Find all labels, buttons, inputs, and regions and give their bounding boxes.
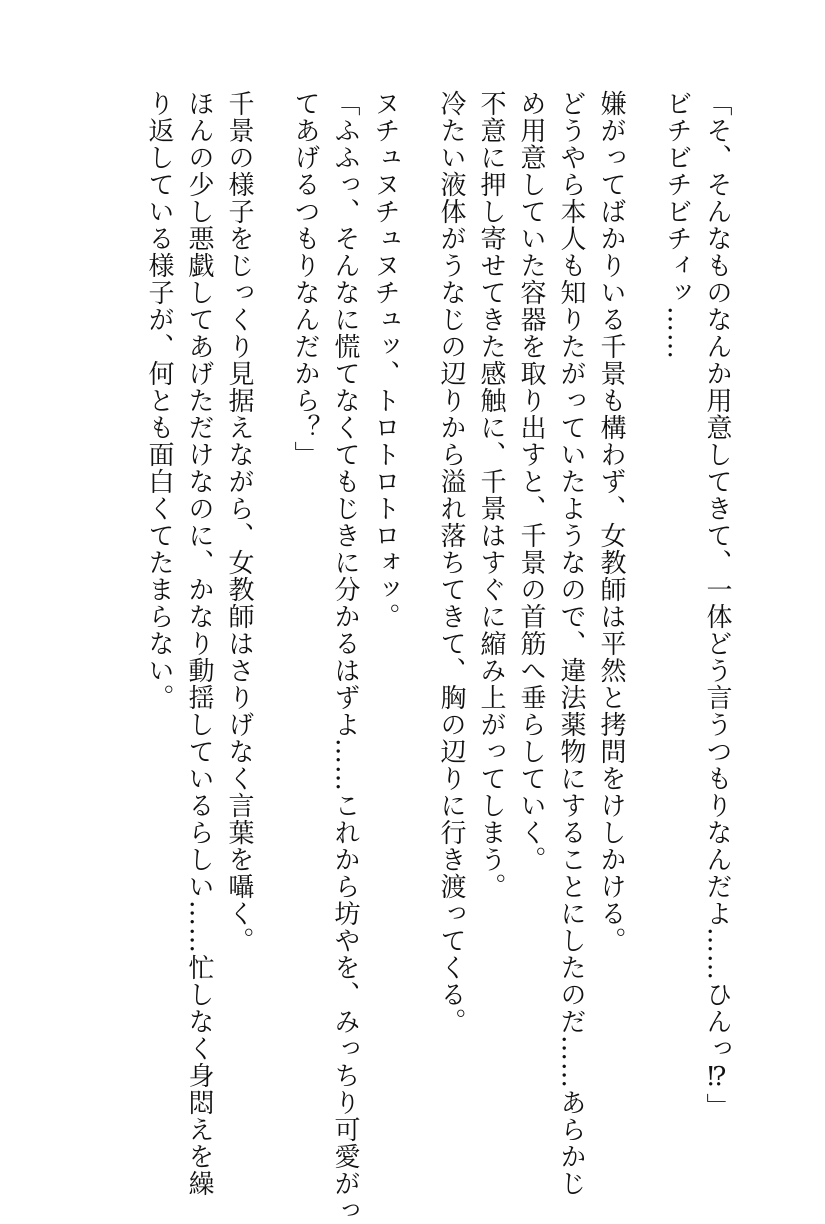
text-line: ヌチュヌチュヌチュッ、トロトロトロォッ。 xyxy=(370,90,400,630)
text-line: ビチビチビチィッ…… xyxy=(662,90,692,360)
text-line: 嫌がってばかりいる千景も構わず、女教師は平然と拷問をけしかける。 xyxy=(596,90,626,954)
text-line: どうやら本人も知りたがっていたようなので、違法薬物にすることにしたのだ……あらかじ xyxy=(556,90,586,1197)
text-line: 不意に押し寄せてきた感触に、千景はすぐに縮み上がってしまう。 xyxy=(476,90,506,900)
text-line: 「ふふっ、そんなに慌てなくてもじきに分かるはずよ……これから坊やを、みっちり可愛がっ xyxy=(330,90,360,1224)
text-line: 「そ、そんなものなんか用意してきて、一体どう言うつもりなんだよ……ひんっ⁉」 xyxy=(702,90,732,1120)
text-line: ほんの少し悪戯してあげただけなのに、かなり動揺しているらしい……忙しなく身悶えを繰 xyxy=(184,90,214,1197)
text-line: 千景の様子をじっくり見据えながら、女教師はさりげなく言葉を囁く。 xyxy=(224,90,254,954)
text-line: 冷たい液体がうなじの辺りから溢れ落ちてきて、胸の辺りに行き渡ってくる。 xyxy=(436,90,466,1035)
text-line: り返している様子が、何とも面白くてたまらない。 xyxy=(144,90,174,711)
text-line: てあげるつもりなんだから？」 xyxy=(290,90,320,468)
paragraph-gap xyxy=(259,90,285,1100)
text-line: め用意していた容器を取り出すと、千景の首筋へ垂らしていく。 xyxy=(516,90,546,873)
paragraph-gap xyxy=(405,90,431,1100)
paragraph-gap xyxy=(631,90,657,1100)
vertical-text-body xyxy=(139,90,737,1224)
